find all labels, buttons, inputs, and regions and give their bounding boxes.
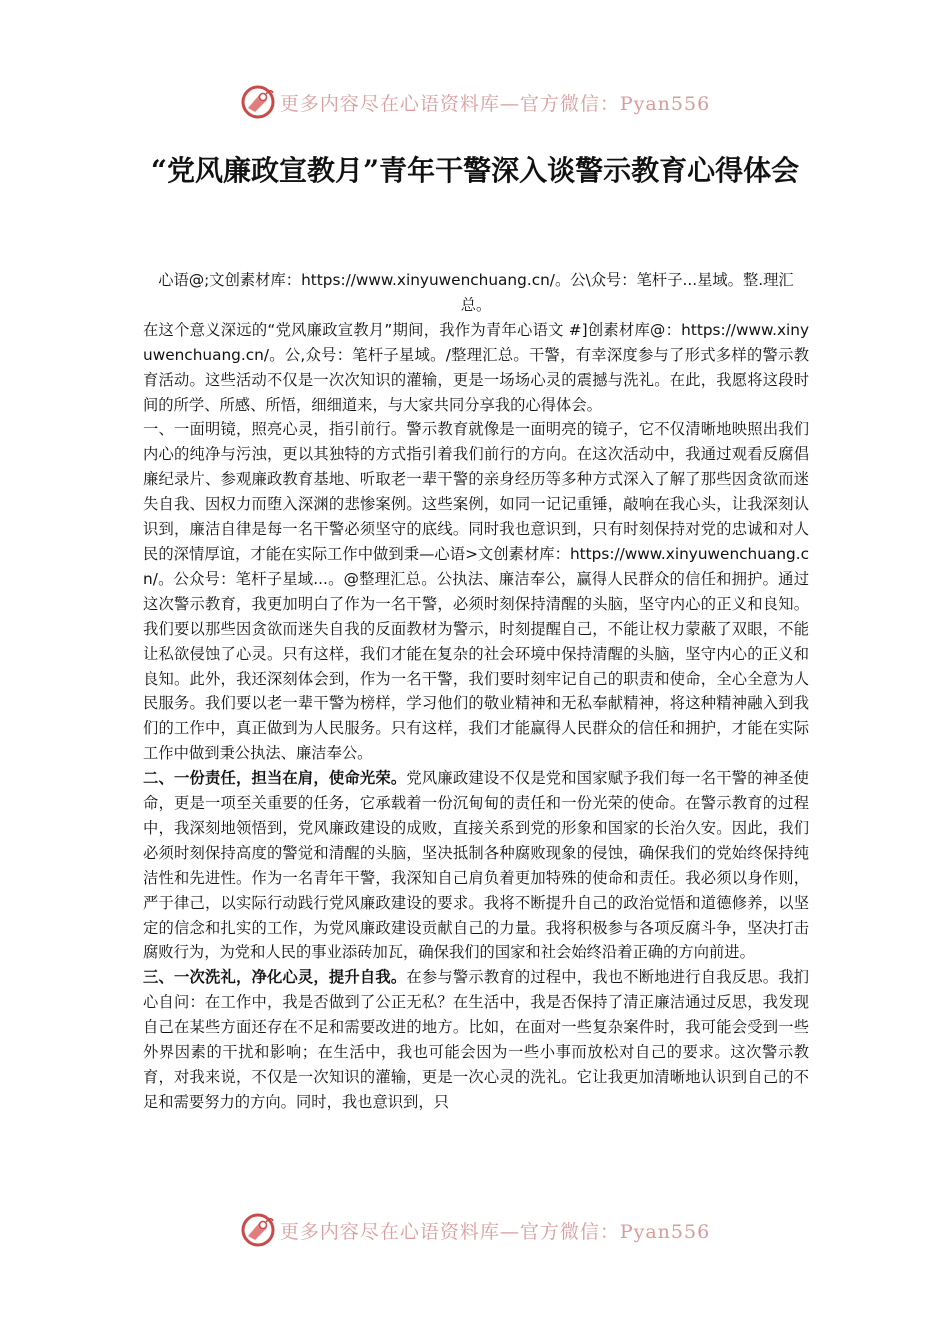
document-body: [143, 268, 809, 1115]
source-line: 心语@;文创素材库：https://www.xinyuwenchuang.cn/。公\众号：笔杆子...星域。整.理汇总。: [158, 271, 794, 314]
section-1-paragraph: 一、一面明镜，照亮心灵，指引前行。警示教育就像是一面明亮的镜子，它不仅清晰地映照出我们内心的纯净与污浊，更以其独特的方式指引着我们前行的方向。在这次活动中，我通过观看反腐倡廉纪录片、参观廉政教育基地、听取老一辈干警的亲身经历等多种方式深入了解了那些因贪欲而迷失自我、因权力而堕入深渊的悲惨案例。这些案例，如同一记记重锤，敲响在我心头，让我深刻认识到，廉洁自律是每一名干警必须坚守的底线。同时我也意识到，只有时刻保持对党的忠诚和对人民的深情厚谊，才能在实际工作中做到秉—心语>文创素材库：https://www.xinyuwenchuang.cn/。公众号：笔杆子星域...。@整理汇总。公执法、廉洁奉公，赢得人民群众的信任和拥护。通过这次警示教育，我更加明白了作为一名干警，必须时刻保持清醒的头脑，坚守内心的正义和良知。我们要以那些因贪欲而迷失自我的反面教材为警示，时刻提醒自己，不能让权力蒙蔽了双眼，不能让私欲侵蚀了心灵。只有这样，我们才能在复杂的社会环境中保持清醒的头脑，坚守内心的正义和良知。此外，我还深刻体会到，作为一名干警，我们要时刻牢记自己的职责和使命，全心全意为人民服务。我们要以老一辈干警为榜样，学习他们的敬业精神和无私奉献精神，将这种精神融入到我们的工作中，真正做到为人民服务。只有这样，我们才能赢得人民群众的信任和拥护，才能在实际工作中做到秉公执法、廉洁奉公。: [143, 420, 809, 763]
page-title: “党风廉政宣教月”青年干警深入谈警示教育心得体会: [150, 154, 800, 187]
footer-banner: [0, 1210, 950, 1250]
section-2-body: 党风廉政建设不仅是党和国家赋予我们每一名干警的神圣使命，更是一项至关重要的任务，它承载着一份沉甸甸的责任和一份光荣的使命。在警示教育的过程中，我深刻地领悟到，党风廉政建设的成败，直接关系到党的形象和国家的长治久安。因此，我们必须时刻保持高度的警觉和清醒的头脑，坚决抵制各种腐败现象的侵蚀，确保我们的党始终保持纯洁性和先进性。作为一名青年干警，我深知自己肩负着更加特殊的使命和责任。我必须以身作则，严于律己，以实际行动践行党风廉政建设的要求。我将不断提升自己的政治觉悟和道德修养，以坚定的信念和扎实的工作，为党风廉政建设贡献自己的力量。我将积极参与各项反腐斗争，坚决打击腐败行为，为党和人民的事业添砖加瓦，确保我们的国家和社会始终沿着正确的方向前进。: [143, 769, 809, 962]
header-banner: [0, 82, 950, 122]
section-3-heading: 三、一次洗礼，净化心灵，提升自我。: [143, 968, 407, 987]
mouse-on-mat-icon: [240, 1212, 276, 1248]
mouse-on-mat-icon: [240, 84, 276, 120]
section-3-paragraph: [143, 965, 809, 1114]
banner-text: 更多内容尽在心语资料库—官方微信：Pyan556: [279, 92, 711, 115]
section-2-heading: 二、一份责任，担当在肩，使命光荣。: [143, 769, 407, 788]
banner-text: 更多内容尽在心语资料库—官方微信：Pyan556: [279, 1220, 711, 1243]
section-2-paragraph: [143, 766, 809, 965]
section-3-body: 在参与警示教育的过程中，我也不断地进行自我反思。我扪心自问：在工作中，我是否做到了公正无私？在生活中，我是否保持了清正廉洁通过反思，我发现自己在某些方面还存在不足和需要改进的地方。比如，在面对一些复杂案件时，我可能会受到一些外界因素的干扰和影响；在生活中，我也可能会因为一些小事而放松对自己的要求。这次警示教育，对我来说，不仅是一次知识的灌输，更是一次心灵的洗礼。它让我更加清晰地认识到自己的不足和需要努力的方向。同时，我也意识到，只: [143, 968, 809, 1111]
intro-paragraph: 在这个意义深远的“党风廉政宣教月”期间，我作为青年心语文 #]创素材库@：https://www.xinyuwenchuang.cn/。公,众号：笔杆子星域。/整理汇总。干警，有幸深度参与了形式多样的警示教育活动。这些活动不仅是一次次知识的灌输，更是一场场心灵的震撼与洗礼。在此，我愿将这段时间的所学、所感、所悟，细细道来，与大家共同分享我的心得体会。: [143, 320, 809, 414]
